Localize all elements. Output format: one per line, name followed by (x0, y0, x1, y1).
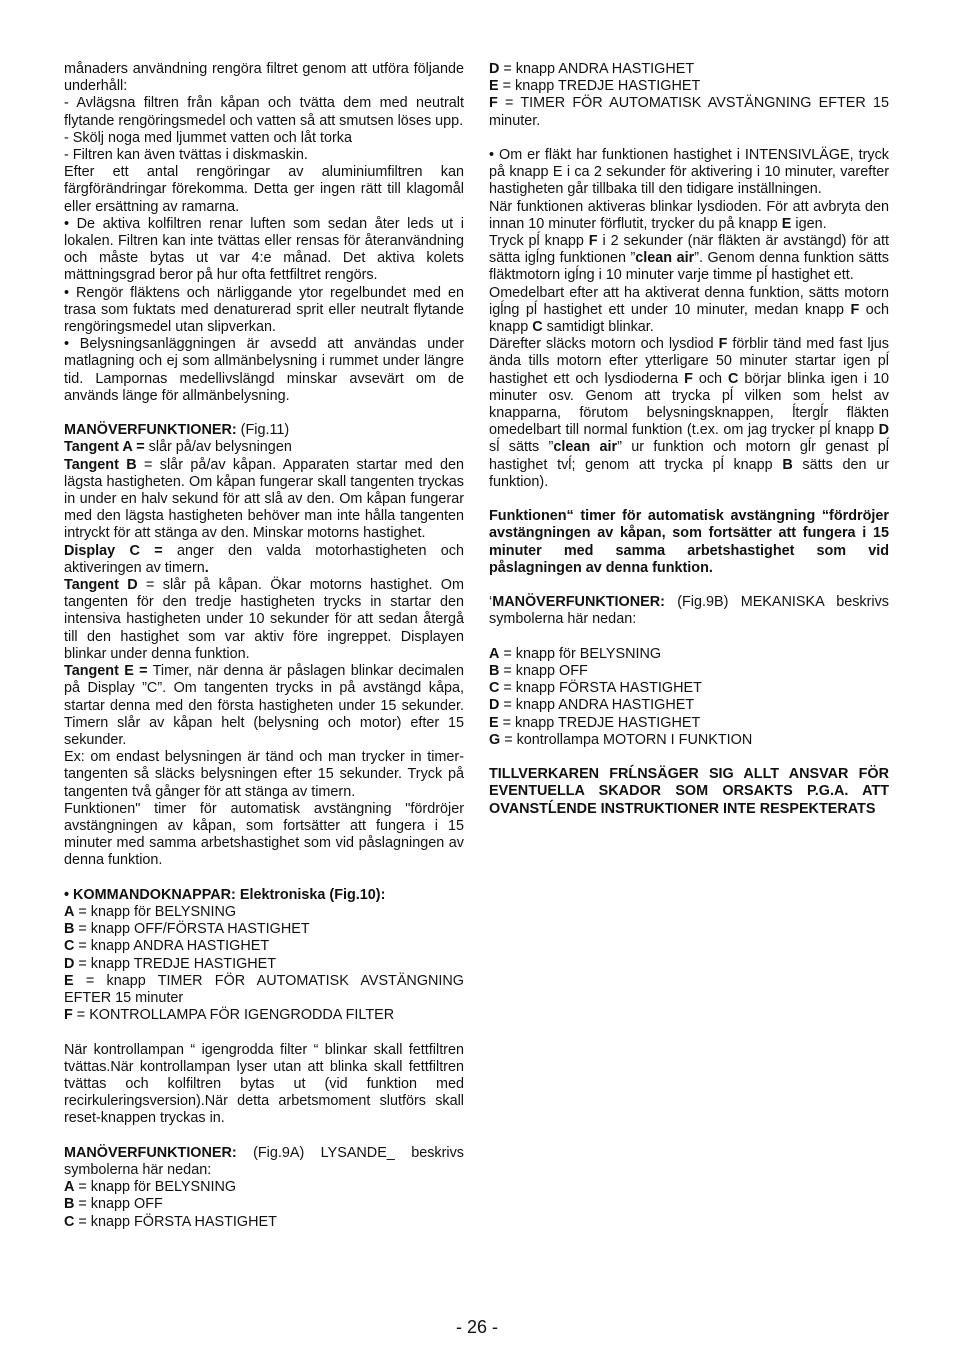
body-text: Tryck pĺ knapp (489, 233, 589, 250)
bold-text: B (782, 456, 793, 473)
body-text: = knapp OFF (499, 663, 588, 680)
right-column-paragraph (489, 732, 889, 749)
body-text: Timer, när denna är påslagen blinkar decimalen på Display ”C”. Om tangenten trycks in på avstängd kåpa, startar denna med den första hastigheten under 15 sekunder. Timern slår av kåpan helt (belysning och motor) efter 15 sekunder. (64, 663, 464, 748)
left-column-paragraph (64, 336, 464, 405)
bold-text: E (781, 215, 792, 232)
body-text: - Filtren kan även tvättas i diskmaskin. (64, 147, 308, 164)
right-column-paragraph (489, 680, 889, 697)
bold-text: C (532, 319, 543, 336)
paragraph-spacer (489, 130, 889, 147)
paragraph-spacer (64, 1024, 464, 1041)
paragraph-spacer (489, 749, 889, 766)
bold-text: Tangent E = (64, 663, 148, 680)
body-text: När kontrollampan “ igengrodda filter “ blinkar skall fettfiltren tvättas.När kontrollampan lyser utan att blinka skall fettfiltren tvättas och kolfiltren bytas ut (vid funktion med recirkuleringsversion).När detta arbetsmoment slutförs skall reset-knappen tryckas in. (64, 1041, 464, 1127)
left-column-paragraph (64, 973, 464, 1007)
left-column-paragraph (64, 1042, 464, 1128)
bold-text: C (64, 938, 75, 955)
bold-text: • KOMMANDOKNAPPAR: Elektroniska (Fig.10): (64, 886, 386, 903)
bold-text: E (489, 78, 499, 95)
bold-text: F (850, 301, 860, 318)
bold-text: MANÖVERFUNKTIONER: (492, 594, 665, 611)
body-text: = knapp OFF (74, 1196, 163, 1213)
body-text: och (692, 370, 728, 387)
body-text: sĺ sätts ” (489, 439, 554, 456)
left-column-paragraph (64, 543, 464, 577)
body-text: börjar blinka igen i 10 minuter osv. Genom att trycka pĺ vilken som helst av knapparna, förutom belysningsknappen, ĺtergĺr fläkten omedelbart till normal funktion (t.ex. om jag trycker pĺ knapp (489, 370, 889, 439)
right-column-paragraph (489, 147, 889, 199)
left-column-paragraph (64, 663, 464, 749)
right-column (489, 61, 889, 818)
left-column (64, 61, 464, 1231)
body-text: • De aktiva kolfiltren renar luften som sedan åter leds ut i lokalen. Filtren kan inte tvättas eller rensas för återanvändning och måste bytas ut var 4:e månad. Det aktiva kolets mättningsgrad beror på hur ofta fettfiltret rengörs. (64, 215, 464, 284)
body-text: ”. Genom denna funktion sätts fläktmotorn igĺng i 10 minuter varje timme pĺ hastighet ett. (489, 250, 889, 284)
body-text: månaders användning rengöra filtret genom att utföra följande underhåll: (64, 61, 464, 95)
left-column-paragraph (64, 61, 464, 95)
body-text: Efter ett antal rengöringar av aluminiumfiltren kan färgförändringar förekomma. Detta ger ingen rätt till klagomål eller ersättning av ramarna. (64, 164, 464, 215)
body-text: Ex: om endast belysningen är tänd och man trycker in timer-tangenten så släcks belysningen efter 15 sekunder. Tryck på tangenten två gånger för att stänga av timern. (64, 749, 464, 800)
bold-text: D (489, 61, 500, 77)
body-text: slår på/av belysningen (144, 439, 292, 456)
bold-text: Funktionen“ timer för automatisk avstängning “fördröjer avstängningen av kåpan, som fortsätter att fungera i 15 minuter med samma arbetshastighet som vid påslagningen av denna funktion. (489, 508, 889, 576)
paragraph-spacer (489, 629, 889, 646)
body-text: = knapp för BELYSNING (74, 903, 237, 920)
left-column-paragraph (64, 1007, 464, 1024)
bold-text: F (718, 336, 728, 353)
bold-text: Display C = (64, 542, 163, 559)
bold-text: F (684, 370, 693, 387)
body-text: = knapp ANDRA HASTIGHET (74, 938, 270, 955)
left-column-paragraph (64, 1196, 464, 1213)
body-text: = knapp TREDJE HASTIGHET (74, 955, 277, 972)
left-column-paragraph (64, 95, 464, 129)
paragraph-spacer (64, 870, 464, 887)
left-column-paragraph (64, 457, 464, 543)
right-column-paragraph (489, 95, 889, 129)
left-column-paragraph (64, 1179, 464, 1196)
body-text: ‘ (489, 594, 493, 611)
right-column-paragraph (489, 508, 889, 577)
bold-text: MANÖVERFUNKTIONER: (64, 422, 237, 439)
left-column-paragraph (64, 216, 464, 285)
body-text: = knapp FÖRSTA HASTIGHET (74, 1213, 277, 1230)
left-column-paragraph (64, 130, 464, 147)
body-text: samtidigt blinkar. (542, 319, 654, 336)
body-text: = slår på/av kåpan. Apparaten startar med den lägsta hastigheten. Om kåpan fungerar skall tangenten tryckas in under en halv sekund för att slå av den. Om kåpan fungerar med den lägsta hastigheten behöver man inte hålla tangenten intryckt för att stänga av den. Minskar motorns hastighet. (64, 456, 464, 542)
bold-text: B (64, 1196, 75, 1213)
bold-text: B (64, 921, 75, 938)
body-text: = KONTROLLAMPA FÖR IGENGRODDA FILTER (72, 1007, 395, 1024)
bold-text: A (489, 645, 500, 662)
bold-text: TILLVERKAREN FRĹNSÄGER SIG ALLT ANSVAR FÖR EVENTUELLA SKADOR SOM ORSAKTS P.G.A. ATT OVANSTĹENDE INSTRUKTIONER INTE RESPEKTERATS (489, 766, 889, 817)
bold-text: C (489, 680, 500, 697)
right-column-paragraph (489, 78, 889, 95)
body-text: • Rengör fläktens och närliggande ytor regelbundet med en trasa som fuktats med denaturerad sprit eller neutralt flytande rengöringsmedel utan slipverkan. (64, 284, 464, 336)
right-column-paragraph (489, 285, 889, 337)
bold-text: clean air (553, 439, 618, 456)
bold-text: A (64, 903, 75, 920)
body-text: = kontrollampa MOTORN I FUNKTION (500, 731, 753, 748)
body-text: Funktionen" timer för automatisk avstängning "fördröjer avstängningen av kåpan, som fortsätter att fungera i 15 minuter med samma arbetshastighet som vid påslagningen av denna funktion. (64, 800, 464, 869)
left-column-paragraph (64, 577, 464, 663)
right-column-paragraph (489, 233, 889, 285)
left-column-paragraph (64, 887, 464, 904)
bold-text: F (64, 1007, 73, 1024)
body-text: = knapp FÖRSTA HASTIGHET (499, 680, 702, 697)
body-text: • Belysningsanläggningen är avsedd att användas under matlagning och ej som allmänbelysning i rummet under längre tid. Lampornas medellivslängd minskar avsevärt om de används länge för allmänbelysning. (64, 336, 464, 404)
body-text: = knapp för BELYSNING (74, 1179, 237, 1196)
left-column-paragraph (64, 422, 464, 439)
bold-text: E (489, 714, 499, 731)
bold-text: Tangent D (64, 577, 138, 594)
body-text: Därefter släcks motorn och lysdiod (489, 336, 719, 353)
body-text: Omedelbart efter att ha aktiverat denna funktion, sätts motorn igĺng pĺ hastighet ett under 10 minuter, medan knapp (489, 284, 889, 318)
left-column-paragraph (64, 921, 464, 938)
body-text: = knapp ANDRA HASTIGHET (499, 61, 695, 77)
paragraph-spacer (64, 405, 464, 422)
right-column-paragraph (489, 766, 889, 818)
body-text: = knapp TREDJE HASTIGHET (498, 714, 701, 731)
bold-text: MANÖVERFUNKTIONER: (64, 1144, 237, 1161)
paragraph-spacer (489, 577, 889, 594)
body-text: (Fig.9B) MEKANISKA beskrivs symbolerna här nedan: (489, 594, 889, 628)
bold-text: E (64, 972, 74, 989)
paragraph-spacer (489, 491, 889, 508)
left-column-paragraph (64, 164, 464, 216)
right-column-paragraph (489, 336, 889, 491)
body-text: = knapp för BELYSNING (499, 645, 662, 662)
body-text: i 2 sekunder (när fläkten är avstängd) för att sätta igĺng funktionen ” (489, 233, 889, 267)
bold-text: A (64, 1179, 75, 1196)
bold-text: D (489, 697, 500, 714)
body-text: (Fig.11) (236, 422, 290, 439)
body-text: (Fig.9A) LYSANDE_ beskrivs symbolerna här nedan: (64, 1144, 464, 1178)
bold-text: C (727, 370, 739, 387)
paragraph-spacer (64, 1128, 464, 1145)
body-text: = knapp ANDRA HASTIGHET (499, 697, 695, 714)
body-text: ” ur funktion och motorn gĺr genast pĺ hastighet tvĺ; genom att trycka pĺ knapp (489, 439, 889, 473)
body-text: = knapp TIMER FÖR AUTOMATISK AVSTÄNGNING EFTER 15 minuter (64, 972, 464, 1006)
body-text: igen. (791, 215, 827, 232)
body-text: - Skölj noga med ljummet vatten och låt torka (64, 129, 352, 146)
bold-text: G (489, 731, 501, 748)
left-column-paragraph (64, 801, 464, 870)
bold-text: clean air (635, 250, 695, 267)
body-text: När funktionen aktiveras blinkar lysdioden. För att avbryta den innan 10 minuter förflutit, trycker du på knapp (489, 198, 889, 232)
body-text: sätts den ur funktion). (489, 456, 889, 490)
left-column-paragraph (64, 956, 464, 973)
right-column-paragraph (489, 715, 889, 732)
body-text: • Om er fläkt har funktionen hastighet i INTENSIVLÄGE, tryck på knapp E i ca 2 sekunder för aktivering i 10 minuter, varefter hastigheten går tillbaka till den tidigare inställningen. (489, 147, 889, 198)
body-text: förblir tänd med fast ljus ända tills motorn efter ytterligare 50 minuter startar igen pĺ hastighet ett och lysdioderna (489, 336, 889, 387)
bold-text: C (64, 1213, 75, 1230)
left-column-paragraph (64, 904, 464, 921)
body-text: = knapp TREDJE HASTIGHET (498, 78, 701, 95)
bold-text: Tangent B (64, 456, 137, 473)
body-text: = slår på kåpan. Ökar motorns hastighet. Om tangenten för den tredje hastigheten trycks in startar den intensiva hastigheten under 10 sekunder för att sedan återgå till den hastighet som var aktiv före ingreppet. Displayen blinkar under denna funktion. (64, 577, 464, 662)
bold-text: Tangent A = (64, 439, 145, 456)
bold-text: . (204, 559, 209, 576)
right-column-paragraph (489, 663, 889, 680)
bold-text: B (489, 663, 500, 680)
body-text: och knapp (489, 301, 889, 336)
left-column-paragraph (64, 938, 464, 955)
left-column-paragraph (64, 147, 464, 164)
right-column-paragraph (489, 646, 889, 663)
left-column-paragraph (64, 749, 464, 801)
bold-text: F (489, 95, 498, 112)
right-column-paragraph (489, 199, 889, 233)
left-column-paragraph (64, 1145, 464, 1179)
body-text: = knapp OFF/FÖRSTA HASTIGHET (74, 921, 310, 938)
bold-text: D (878, 422, 889, 439)
bold-text: D (64, 955, 75, 972)
body-text: anger den valda motorhastigheten och aktiveringen av timern (64, 542, 464, 576)
right-column-paragraph (489, 61, 889, 78)
body-text: - Avlägsna filtren från kåpan och tvätta dem med neutralt flytande rengöringsmedel och vatten så att smutsen löses upp. (64, 95, 464, 129)
left-column-paragraph (64, 1214, 464, 1231)
left-column-paragraph (64, 285, 464, 337)
bold-text: F (588, 233, 598, 250)
right-column-paragraph (489, 594, 889, 628)
body-text: = TIMER FÖR AUTOMATISK AVSTÄNGNING EFTER 15 minuter. (489, 95, 889, 129)
left-column-paragraph (64, 439, 464, 456)
page-number: - 26 - (455, 1317, 498, 1337)
right-column-paragraph (489, 697, 889, 714)
